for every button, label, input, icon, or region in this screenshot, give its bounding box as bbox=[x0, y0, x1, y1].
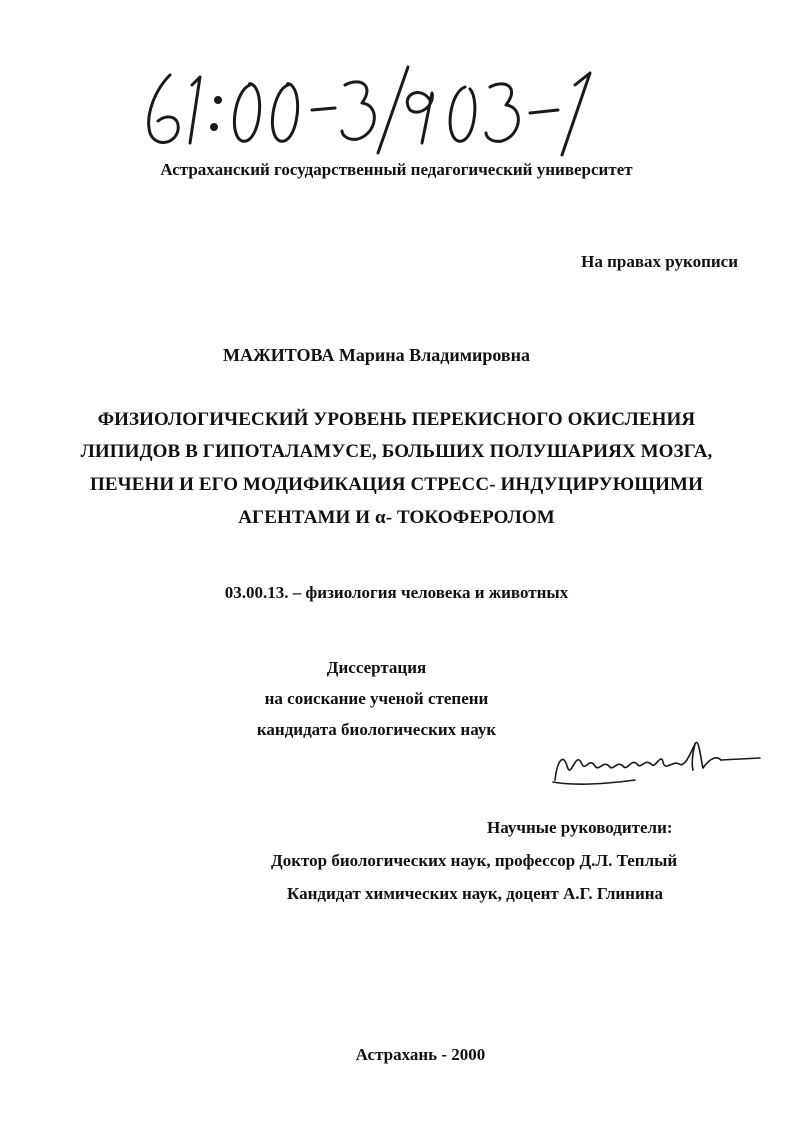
dissertation-label: Диссертация bbox=[326, 658, 427, 677]
title-line: ПЕЧЕНИ И ЕГО МОДИФИКАЦИЯ СТРЕСС- ИНДУЦИРУЮЩИМИ bbox=[90, 474, 703, 495]
specialty-code: 03.00.13. – физиология человека и животных bbox=[224, 583, 569, 602]
title-line: ФИЗИОЛОГИЧЕСКИЙ УРОВЕНЬ ПЕРЕКИСНОГО ОКИСЛЕНИЯ bbox=[97, 409, 696, 430]
author-signature bbox=[545, 722, 765, 792]
supervisor-second: Кандидат химических наук, доцент А.Г. Глинина bbox=[287, 884, 664, 903]
archive-number-handwriting bbox=[130, 55, 600, 165]
author-name: МАЖИТОВА Марина Владимировна bbox=[222, 345, 531, 365]
degree-line: на соискание ученой степени bbox=[264, 689, 489, 708]
supervisors-heading: Научные руководители: bbox=[487, 818, 673, 837]
supervisor-first: Доктор биологических наук, профессор Д.Л. Теплый bbox=[271, 851, 678, 870]
manuscript-rights: На правах рукописи bbox=[581, 252, 738, 271]
title-line: АГЕНТАМИ И α- ТОКОФЕРОЛОМ bbox=[238, 507, 555, 528]
degree-field: кандидата биологических наук bbox=[256, 720, 497, 739]
city-year: Астрахань - 2000 bbox=[355, 1045, 486, 1064]
title-line: ЛИПИДОВ В ГИПОТАЛАМУСЕ, БОЛЬШИХ ПОЛУШАРИЯХ МОЗГА, bbox=[80, 441, 713, 462]
university-name: Астраханский государственный педагогический университет bbox=[160, 160, 633, 179]
